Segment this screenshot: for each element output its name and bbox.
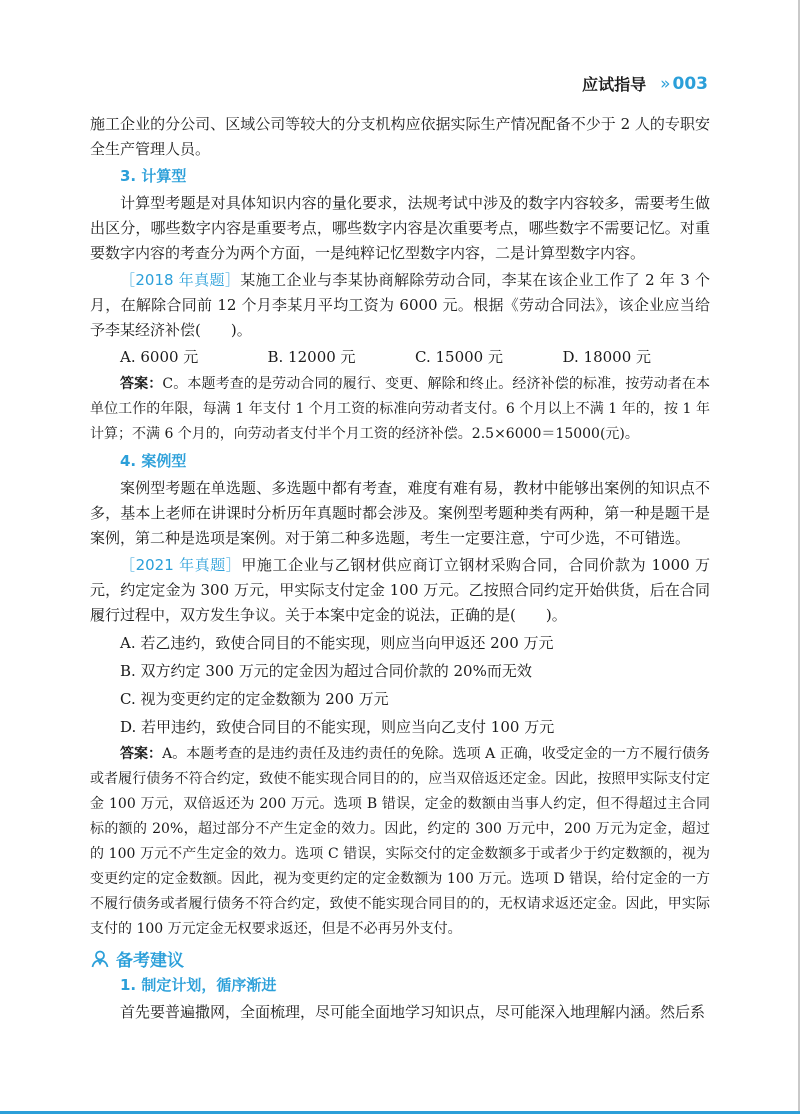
question-text: 某施工企业与李某协商解除劳动合同，李某在该企业工作了 2 年 3 个月，在解除合同前 12 个月李某月平均工资为 6000 元。根据《劳动合同法》，该企业应当给予李某经济补偿( )。	[90, 271, 710, 339]
option-c: C. 视为变更约定的定金数额为 200 万元	[120, 690, 389, 708]
answer-text: C。本题考查的是劳动合同的履行、变更、解除和终止。经济补偿的标准，按劳动者在本单位工作的年限，每满 1 年支付 1 个月工资的标准向劳动者支付。6 个月以上不满 1 年的，按 1 年计算；不满 6 个月的，向劳动者支付半个月工资的经济补偿。2.5×6000＝15000(元)。	[90, 376, 710, 442]
person-icon	[90, 949, 110, 969]
answer-label: 答案：	[120, 746, 163, 762]
option-d: D. 18000 元	[562, 348, 652, 366]
subheading-plan: 1. 制定计划，循序渐进	[120, 976, 277, 994]
option-b: B. 双方约定 300 万元的定金因为超过合同价款的 20%而无效	[120, 662, 532, 680]
paragraph: 计算型考题是对具体知识内容的量化要求，法规考试中涉及的数字内容较多，需要考生做出区分，哪些数字内容是重要考点，哪些数字内容是次重要考点，哪些数字不需要记忆。对重要数字内容的考查分为两个方面，一是纯粹记忆型数字内容，二是计算型数字内容。	[90, 194, 710, 262]
question-tag: ［2021 年真题］	[120, 556, 242, 574]
option-b: B. 12000 元	[267, 348, 356, 366]
option-c: C. 15000 元	[415, 348, 503, 366]
paragraph: 施工企业的分公司、区域公司等较大的分支机构应依据实际生产情况配备不少于 2 人的专职安全生产管理人员。	[90, 115, 710, 158]
answer-1	[90, 372, 710, 447]
subheading-calc: 3. 计算型	[120, 167, 187, 185]
header-title: 应试指导	[582, 75, 647, 94]
question-1	[90, 268, 710, 343]
paragraph: 案例型考题在单选题、多选题中都有考查，难度有难有易，教材中能够出案例的知识点不多，基本上老师在讲课时分析历年真题时都会涉及。案例型考题种类有两种，第一种是题干是案例，第二种是选项是案例。对于第二种多选题，考生一定要注意，宁可少选，不可错选。	[90, 479, 710, 547]
page-body	[90, 112, 710, 1025]
page-number: 003	[672, 73, 708, 94]
answer-label: 答案：	[120, 376, 163, 392]
double-chevron-icon: »	[660, 73, 669, 94]
question-2	[90, 553, 710, 628]
section-title: 备考建议	[116, 951, 184, 971]
subheading-case: 4. 案例型	[120, 452, 187, 470]
section-heading	[90, 946, 710, 971]
question-tag: ［2018 年真题］	[120, 271, 241, 289]
option-a: A. 6000 元	[120, 348, 199, 366]
option-d: D. 若甲违约，致使合同目的不能实现，则应当向乙支付 100 万元	[120, 718, 555, 736]
answer-2	[90, 742, 710, 942]
option-a: A. 若乙违约，致使合同目的不能实现，则应当向甲返还 200 万元	[120, 634, 554, 652]
running-header	[582, 72, 708, 95]
answer-text: A。本题考查的是违约责任及违约责任的免除。选项 A 正确，收受定金的一方不履行债务或者履行债务不符合约定，致使不能实现合同目的的，应当双倍返还定金。因此，按照甲实际支付定金 100 万元，双倍返还为 200 万元。选项 B 错误，定金的数额由当事人约定，但不得超过主合同标的额的 20%，超过部分不产生定金的效力。因此，约定的 300 万元中，200 万元为定金，超过的 100 万元不产生定金的效力。选项 C 错误，实际交付的定金数额多于或者少于约定数额的，视为变更约定的定金数额。因此，视为变更约定的定金数额为 100 万元。选项 D 错误，给付定金的一方不履行债务或者履行债务不符合约定，致使不能实现合同目的的，无权请求返还定金。因此，甲实际支付的 100 万元定金无权要求返还，但是不必再另外支付。	[90, 746, 710, 937]
paragraph: 首先要普遍撒网，全面梳理，尽可能全面地学习知识点，尽可能深入地理解内涵。然后系	[120, 1003, 706, 1021]
question-1-options	[90, 345, 710, 370]
question-text: 甲施工企业与乙钢材供应商订立钢材采购合同，合同价款为 1000 万元，约定定金为 300 万元，甲实际支付定金 100 万元。乙按照合同约定开始供货，后在合同履行过程中，双方发生争议。关于本案中定金的说法，正确的是( )。	[90, 556, 710, 624]
